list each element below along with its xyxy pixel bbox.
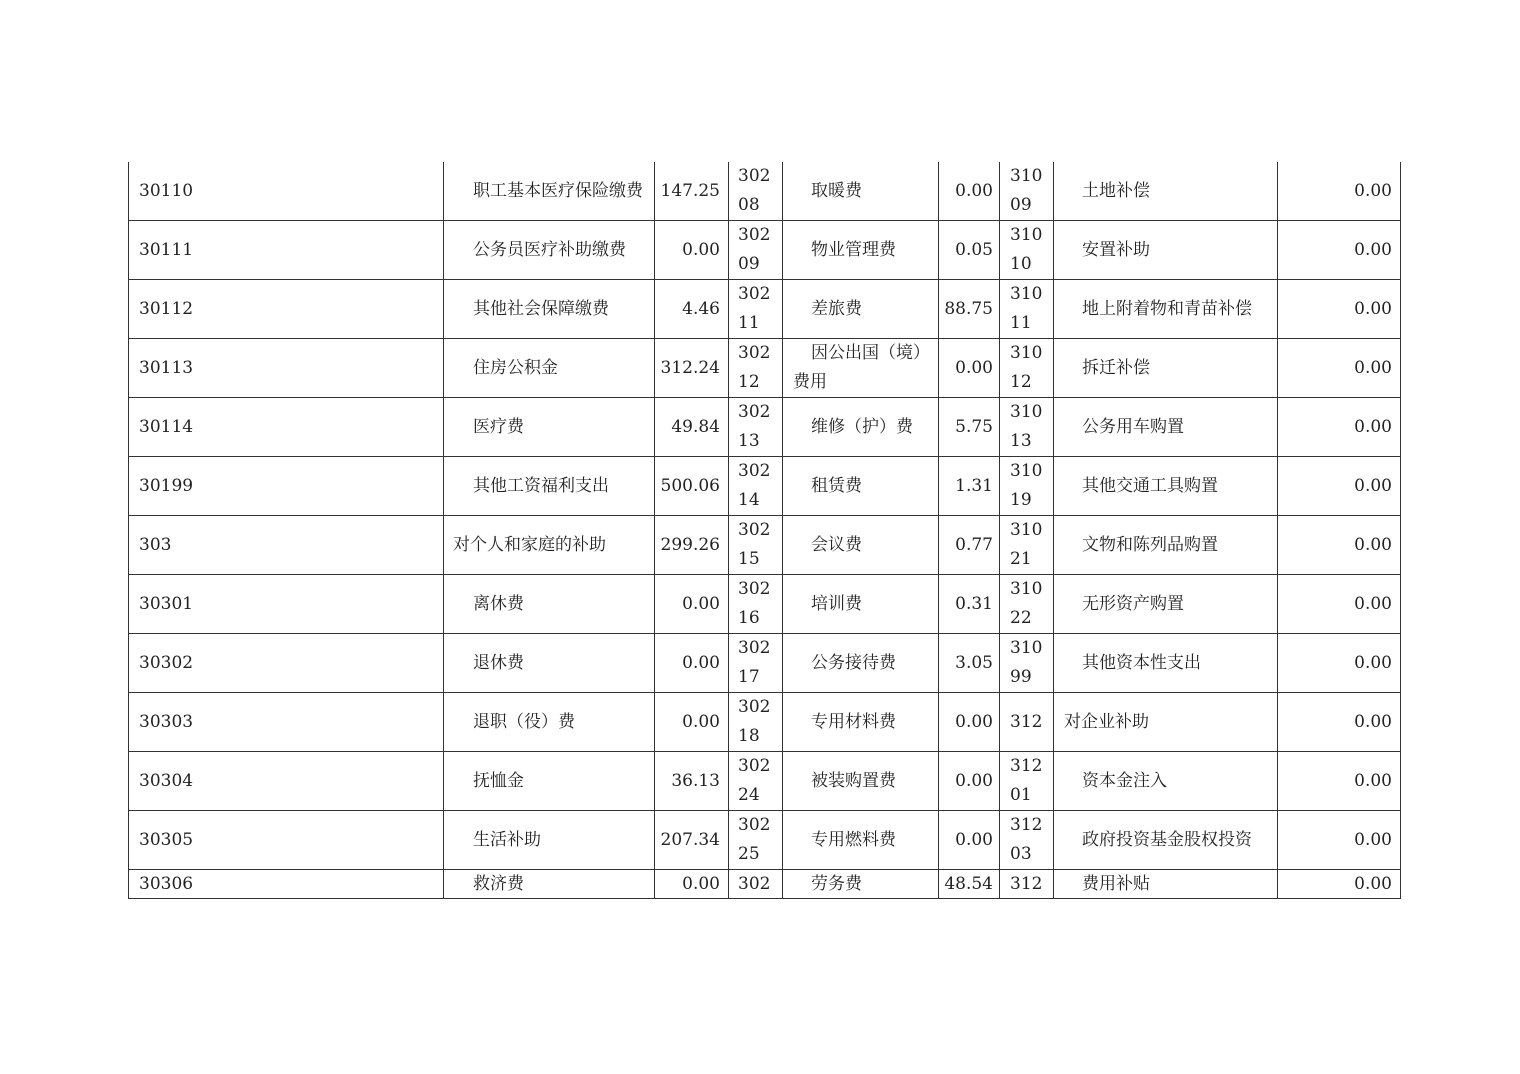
table-row [129,516,1401,575]
item-name-cell: 取暖费 [783,162,939,221]
item-name-cell: 资本金注入 [1054,752,1278,811]
code-cell: 302 13 [729,398,783,457]
amount-cell: 0.00 [1278,752,1401,811]
code-cell: 30112 [129,280,444,339]
code-cell: 310 21 [1000,516,1054,575]
amount-cell: 0.00 [939,339,1000,398]
item-name-cell: 差旅费 [783,280,939,339]
expenditure-table-wrapper [128,162,1400,899]
amount-cell: 88.75 [939,280,1000,339]
amount-cell: 5.75 [939,398,1000,457]
amount-cell: 0.00 [1278,162,1401,221]
amount-cell: 0.00 [1278,870,1401,899]
table-row [129,280,1401,339]
code-cell: 310 10 [1000,221,1054,280]
item-name-cell: 被装购置费 [783,752,939,811]
table-row [129,162,1401,221]
item-name-cell: 救济费 [444,870,655,899]
code-cell: 30304 [129,752,444,811]
code-cell: 302 09 [729,221,783,280]
code-cell: 302 25 [729,811,783,870]
amount-cell: 0.00 [1278,693,1401,752]
item-name-cell: 退休费 [444,634,655,693]
item-name-cell: 离休费 [444,575,655,634]
item-name-cell: 职工基本医疗保险缴费 [444,162,655,221]
item-name-cell: 培训费 [783,575,939,634]
amount-cell: 0.00 [1278,457,1401,516]
item-name-cell: 文物和陈列品购置 [1054,516,1278,575]
item-name-cell: 安置补助 [1054,221,1278,280]
code-cell: 30111 [129,221,444,280]
item-name-cell: 公务用车购置 [1054,398,1278,457]
item-name-cell: 公务员医疗补助缴费 [444,221,655,280]
item-name-cell: 对个人和家庭的补助 [444,516,655,575]
amount-cell: 36.13 [655,752,729,811]
code-cell: 30114 [129,398,444,457]
table-row [129,634,1401,693]
amount-cell: 0.00 [1278,811,1401,870]
table-body [129,162,1401,899]
amount-cell: 3.05 [939,634,1000,693]
amount-cell: 0.77 [939,516,1000,575]
item-name-cell: 其他社会保障缴费 [444,280,655,339]
code-cell: 30110 [129,162,444,221]
table-row [129,811,1401,870]
code-cell: 302 16 [729,575,783,634]
item-name-cell: 会议费 [783,516,939,575]
amount-cell: 0.00 [1278,280,1401,339]
amount-cell: 0.00 [1278,339,1401,398]
item-name-cell: 政府投资基金股权投资 [1054,811,1278,870]
code-cell: 30305 [129,811,444,870]
code-cell: 312 01 [1000,752,1054,811]
item-name-cell: 退职（役）费 [444,693,655,752]
item-name-cell: 医疗费 [444,398,655,457]
amount-cell: 0.00 [1278,398,1401,457]
table-row [129,398,1401,457]
code-cell: 302 11 [729,280,783,339]
amount-cell: 299.26 [655,516,729,575]
code-cell: 310 09 [1000,162,1054,221]
item-name-cell: 住房公积金 [444,339,655,398]
item-name-cell: 无形资产购置 [1054,575,1278,634]
amount-cell: 0.00 [939,162,1000,221]
code-cell: 310 22 [1000,575,1054,634]
amount-cell: 207.34 [655,811,729,870]
item-name-cell: 因公出国（境）费用 [783,339,939,398]
amount-cell: 0.00 [655,870,729,899]
amount-cell: 4.46 [655,280,729,339]
amount-cell: 0.00 [939,752,1000,811]
table-row [129,693,1401,752]
code-cell: 310 12 [1000,339,1054,398]
code-cell: 302 15 [729,516,783,575]
item-name-cell: 公务接待费 [783,634,939,693]
table-row [129,221,1401,280]
amount-cell: 147.25 [655,162,729,221]
expenditure-table [128,162,1401,899]
code-cell: 310 99 [1000,634,1054,693]
table-row [129,575,1401,634]
code-cell: 302 [729,870,783,899]
item-name-cell: 专用材料费 [783,693,939,752]
code-cell: 312 [1000,870,1054,899]
amount-cell: 0.00 [1278,575,1401,634]
item-name-cell: 抚恤金 [444,752,655,811]
amount-cell: 48.54 [939,870,1000,899]
amount-cell: 0.00 [939,693,1000,752]
code-cell: 312 03 [1000,811,1054,870]
table-row [129,457,1401,516]
item-name-cell: 拆迁补偿 [1054,339,1278,398]
table-row [129,339,1401,398]
item-name-cell: 其他资本性支出 [1054,634,1278,693]
item-name-cell: 费用补贴 [1054,870,1278,899]
amount-cell: 0.31 [939,575,1000,634]
item-name-cell: 专用燃料费 [783,811,939,870]
code-cell: 30306 [129,870,444,899]
item-name-cell: 劳务费 [783,870,939,899]
amount-cell: 0.00 [1278,516,1401,575]
code-cell: 30302 [129,634,444,693]
amount-cell: 0.00 [1278,221,1401,280]
table-row [129,870,1401,899]
item-name-cell: 对企业补助 [1054,693,1278,752]
amount-cell: 0.00 [939,811,1000,870]
item-name-cell: 土地补偿 [1054,162,1278,221]
code-cell: 302 18 [729,693,783,752]
code-cell: 302 08 [729,162,783,221]
code-cell: 302 14 [729,457,783,516]
code-cell: 303 [129,516,444,575]
code-cell: 30303 [129,693,444,752]
code-cell: 30113 [129,339,444,398]
amount-cell: 312.24 [655,339,729,398]
code-cell: 30301 [129,575,444,634]
item-name-cell: 地上附着物和青苗补偿 [1054,280,1278,339]
amount-cell: 0.00 [655,634,729,693]
amount-cell: 0.00 [655,221,729,280]
item-name-cell: 物业管理费 [783,221,939,280]
code-cell: 302 24 [729,752,783,811]
table-row [129,752,1401,811]
amount-cell: 49.84 [655,398,729,457]
amount-cell: 0.00 [655,575,729,634]
code-cell: 302 12 [729,339,783,398]
amount-cell: 1.31 [939,457,1000,516]
code-cell: 30199 [129,457,444,516]
code-cell: 310 19 [1000,457,1054,516]
code-cell: 310 13 [1000,398,1054,457]
item-name-cell: 维修（护）费 [783,398,939,457]
amount-cell: 0.00 [655,693,729,752]
item-name-cell: 生活补助 [444,811,655,870]
amount-cell: 0.00 [1278,634,1401,693]
item-name-cell: 租赁费 [783,457,939,516]
code-cell: 312 [1000,693,1054,752]
item-name-cell: 其他交通工具购置 [1054,457,1278,516]
code-cell: 310 11 [1000,280,1054,339]
code-cell: 302 17 [729,634,783,693]
amount-cell: 0.05 [939,221,1000,280]
amount-cell: 500.06 [655,457,729,516]
item-name-cell: 其他工资福利支出 [444,457,655,516]
